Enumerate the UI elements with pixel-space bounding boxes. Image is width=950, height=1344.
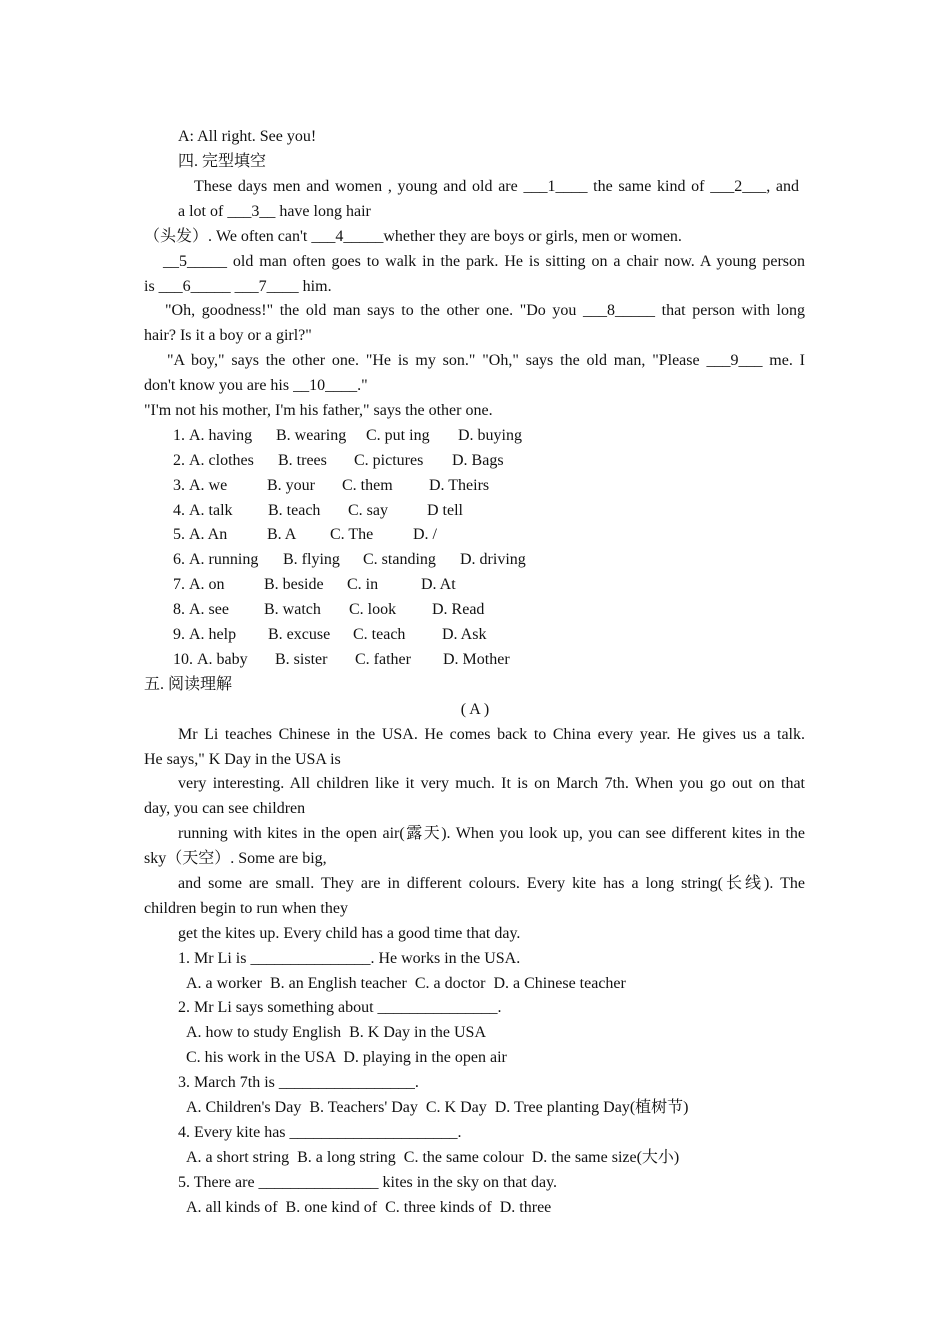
reading-passage-line: children begin to run when they [144, 900, 348, 917]
option-c: C. them [342, 477, 393, 494]
option-c: C. look [349, 601, 397, 618]
question-stem: 4. Every kite has _____________________. [178, 1124, 462, 1141]
cloze-passage-line: These days men and women , young and old are ___1____ the same kind of ___2___, and [194, 178, 799, 195]
question-stem: 2. Mr Li says something about _______________. [178, 999, 502, 1016]
cloze-passage-line: "A boy," says the other one. "He is my son." "Oh," says the old man, "Please ___9___ me. I [167, 352, 805, 369]
dialogue-closing-line: A: All right. See you! [178, 128, 317, 145]
option-number: 9. [173, 626, 185, 643]
option-b: B. your [267, 477, 315, 494]
reading-passage-line: get the kites up. Every child has a good time that day. [178, 925, 521, 942]
option-number: 6. [173, 551, 185, 568]
option-number: 7. [173, 576, 185, 593]
question-stem: 3. March 7th is _________________. [178, 1074, 419, 1091]
cloze-passage-line: __5_____ old man often goes to walk in the park. He is sitting on a chair now. A young person [163, 253, 805, 270]
cloze-passage-line: "Oh, goodness!" the old man says to the other one. "Do you ___8_____ that person with long [165, 302, 805, 319]
reading-passage-line: very interesting. All children like it very much. It is on March 7th. When you go out on that [178, 775, 805, 792]
option-d: D. At [421, 576, 456, 593]
option-b: B. wearing [276, 427, 347, 444]
option-c: C. The [330, 526, 374, 543]
option-b: B. sister [275, 651, 328, 668]
option-c: C. pictures [354, 452, 424, 469]
option-b: B. trees [278, 452, 327, 469]
option-a: A. help [189, 626, 237, 643]
option-b: B. flying [283, 551, 340, 568]
option-d: D. Read [432, 601, 485, 618]
option-b: B. excuse [268, 626, 331, 643]
question-options: A. Children's Day B. Teachers' Day C. K Day D. Tree planting Day(植树节) [186, 1099, 689, 1116]
reading-passage-line: Mr Li teaches Chinese in the USA. He comes back to China every year. He gives us a talk. [178, 726, 805, 743]
option-a: A. we [189, 477, 228, 494]
option-c: C. father [355, 651, 411, 668]
option-number: 8. [173, 601, 185, 618]
option-d: D. Bags [452, 452, 504, 469]
cloze-passage-line: （头发）. We often can't ___4_____whether they are boys or girls, men or women. [144, 228, 682, 245]
cloze-passage-line: hair? Is it a boy or a girl?" [144, 327, 312, 344]
option-c: C. teach [353, 626, 406, 643]
option-number: 2. [173, 452, 185, 469]
option-d: D. buying [458, 427, 522, 444]
question-stem: 1. Mr Li is _______________. He works in the USA. [178, 950, 521, 967]
option-c: C. put ing [366, 427, 430, 444]
question-stem: 5. There are _______________ kites in the sky on that day. [178, 1174, 558, 1191]
question-options: A. a worker B. an English teacher C. a doctor D. a Chinese teacher [186, 975, 626, 992]
option-a: A. clothes [189, 452, 254, 469]
question-options: A. a short string B. a long string C. the same colour D. the same size(大小) [186, 1149, 680, 1166]
option-a: A. see [189, 601, 229, 618]
option-number: 1. [173, 427, 185, 444]
option-b: B. watch [264, 601, 321, 618]
option-number: 10. [173, 651, 193, 668]
option-b: B. teach [268, 502, 321, 519]
cloze-passage-line: don't know you are his __10____." [144, 377, 368, 394]
question-options: A. all kinds of B. one kind of C. three kinds of D. three [186, 1199, 552, 1216]
reading-heading: 五. 阅读理解 [144, 676, 233, 693]
option-c: C. in [347, 576, 379, 593]
option-number: 3. [173, 477, 185, 494]
option-d: D. / [413, 526, 437, 543]
option-a: A. on [189, 576, 225, 593]
option-a: A. having [189, 427, 253, 444]
reading-passage-line: He says," K Day in the USA is [144, 751, 341, 768]
reading-passage-line: sky（天空）. Some are big, [144, 850, 327, 867]
question-options: A. how to study English B. K Day in the USA [186, 1024, 486, 1041]
cloze-passage-line: is ___6_____ ___7____ him. [144, 278, 332, 295]
reading-passage-line: and some are small. They are in different colours. Every kite has a long string(长线). The [178, 875, 805, 892]
option-c: C. say [348, 502, 388, 519]
cloze-passage-line: a lot of ___3__ have long hair [178, 203, 371, 220]
option-number: 4. [173, 502, 185, 519]
option-d: D. Mother [443, 651, 510, 668]
option-d: D. Theirs [429, 477, 490, 494]
question-options: C. his work in the USA D. playing in the open air [186, 1049, 507, 1066]
reading-passage-line: day, you can see children [144, 800, 306, 817]
reading-passage-line: running with kites in the open air(露天). When you look up, you can see different kites in the [178, 825, 805, 842]
cloze-heading: 四. 完型填空 [178, 153, 267, 170]
option-a: A. baby [197, 651, 248, 668]
option-d: D. Ask [442, 626, 487, 643]
option-a: A. An [189, 526, 228, 543]
option-c: C. standing [363, 551, 436, 568]
reading-part-label: ( A ) [460, 701, 490, 718]
option-a: A. talk [189, 502, 233, 519]
option-b: B. A [267, 526, 297, 543]
option-b: B. beside [264, 576, 324, 593]
option-a: A. running [189, 551, 259, 568]
option-d: D tell [427, 502, 463, 519]
cloze-passage-line: "I'm not his mother, I'm his father," says the other one. [144, 402, 493, 419]
option-number: 5. [173, 526, 185, 543]
option-d: D. driving [460, 551, 526, 568]
